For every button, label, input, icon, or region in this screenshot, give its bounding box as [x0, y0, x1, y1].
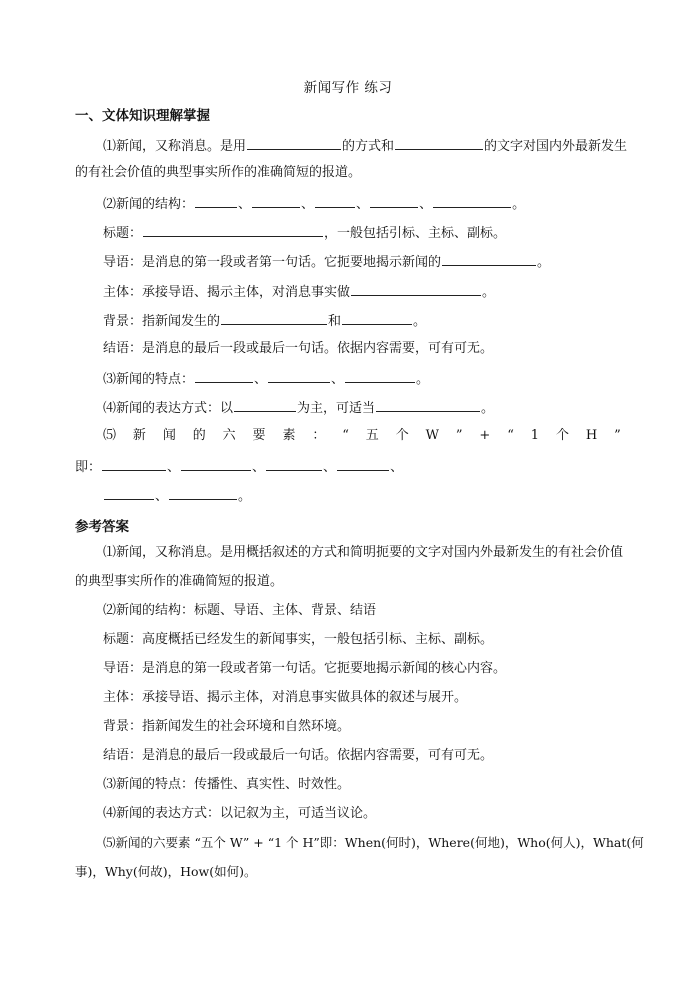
- question-4-expression: ⑷新闻的表达方式：以 为主，可适当 。: [103, 398, 494, 418]
- blank-field[interactable]: [181, 457, 251, 471]
- answer-4-expression: ⑷新闻的表达方式：以记叙为主，可适当议论。: [103, 806, 377, 821]
- question-5-blanks-line-1: 即： 、 、 、 、: [75, 457, 403, 477]
- question-1-line-2: 的有社会价值的典型事实所作的准确简短的报道。: [75, 165, 362, 180]
- q5-char: ⑸: [103, 428, 117, 443]
- question-5-blanks-line-2: 、 。: [103, 486, 251, 506]
- q5-char: W: [425, 428, 439, 443]
- q5-char: 要: [252, 428, 266, 443]
- blank-field[interactable]: [102, 457, 166, 471]
- question-1-line-1: ⑴新闻，又称消息。是用 的方式和 的文字对国内外最新发生: [103, 136, 627, 156]
- answer-2-ending: 结语：是消息的最后一段或最后一句话。依据内容需要，可有可无。: [103, 748, 494, 763]
- blank-field[interactable]: [395, 136, 483, 150]
- blank-field[interactable]: [143, 223, 323, 237]
- blank-field[interactable]: [234, 398, 296, 412]
- blank-field[interactable]: [342, 311, 412, 325]
- q5-char: +: [479, 428, 491, 443]
- q5-char: “: [342, 428, 349, 443]
- answer-2-title: 标题：高度概括已经发生的新闻事实，一般包括引标、主标、副标。: [103, 632, 494, 647]
- blank-field[interactable]: [337, 457, 389, 471]
- answer-3-features: ⑶新闻的特点：传播性、真实性、时效性。: [103, 777, 351, 792]
- page-title: 新闻写作 练习: [303, 80, 393, 96]
- blank-field[interactable]: [370, 194, 418, 208]
- blank-field[interactable]: [376, 398, 480, 412]
- blank-field[interactable]: [351, 282, 481, 296]
- q5-char: 闻: [162, 428, 176, 443]
- q5-char: 六: [222, 428, 236, 443]
- section-heading-answers: 参考答案: [75, 519, 129, 535]
- answer-1-line-2: 的典型事实所作的准确简短的报道。: [75, 574, 284, 589]
- q5-char: ”: [455, 428, 463, 443]
- blank-field[interactable]: [247, 136, 341, 150]
- question-3-features: ⑶新闻的特点： 、 、 。: [103, 369, 429, 389]
- answer-2-body: 主体：承接导语、揭示主体，对消息事实做具体的叙述与展开。: [103, 690, 468, 705]
- blank-field[interactable]: [221, 311, 327, 325]
- q5-char: ：: [312, 428, 326, 443]
- answer-2-lead: 导语：是消息的第一段或者第一句话。它扼要地揭示新闻的核心内容。: [103, 661, 507, 676]
- blank-field[interactable]: [345, 369, 415, 383]
- q5-char: 新: [132, 428, 146, 443]
- q5-char: 素: [282, 428, 296, 443]
- blank-field[interactable]: [315, 194, 355, 208]
- q5-char: 个: [395, 428, 409, 443]
- blank-field[interactable]: [195, 194, 237, 208]
- question-2-ending: 结语：是消息的最后一段或最后一句话。依据内容需要，可有可无。: [103, 341, 494, 356]
- q5-char: 的: [192, 428, 206, 443]
- question-2-body: 主体：承接导语、揭示主体，对消息事实做 。: [103, 282, 495, 302]
- q5-char: “: [507, 428, 514, 443]
- question-5-six-elements: [103, 427, 621, 445]
- blank-field[interactable]: [442, 252, 536, 266]
- blank-field[interactable]: [268, 369, 330, 383]
- answer-5-line-1: ⑸新闻的六要素 “五个 W” + “1 个 H”即：When(何时)，Where(何地)，Who(何人)，What(何: [103, 835, 644, 850]
- answer-2-background: 背景：指新闻发生的社会环境和自然环境。: [103, 719, 351, 734]
- blank-field[interactable]: [195, 369, 253, 383]
- blank-field[interactable]: [104, 486, 154, 500]
- question-2-structure: ⑵新闻的结构： 、 、 、 、 。: [103, 194, 525, 214]
- answer-1-line-1: ⑴新闻，又称消息。是用概括叙述的方式和简明扼要的文字对国内外最新发生的有社会价值: [103, 545, 624, 560]
- q5-char: 五: [365, 428, 379, 443]
- question-2-lead: 导语：是消息的第一段或者第一句话。它扼要地揭示新闻的 。: [103, 252, 550, 272]
- blank-field[interactable]: [433, 194, 511, 208]
- blank-field[interactable]: [252, 194, 300, 208]
- section-heading-knowledge: 一、文体知识理解掌握: [75, 108, 210, 124]
- answer-2-structure: ⑵新闻的结构：标题、导语、主体、背景、结语: [103, 603, 377, 618]
- question-2-background: 背景：指新闻发生的 和 。: [103, 311, 426, 331]
- blank-field[interactable]: [169, 486, 237, 500]
- answer-5-line-2: 事)，Why(何故)，How(如何)。: [75, 864, 257, 879]
- q5-char: 1: [530, 428, 540, 443]
- q5-char: 个: [555, 428, 569, 443]
- q5-char: H: [585, 428, 598, 443]
- blank-field[interactable]: [266, 457, 322, 471]
- q5-char: ”: [614, 428, 621, 443]
- question-2-title: 标题： ，一般包括引标、主标、副标。: [103, 223, 506, 243]
